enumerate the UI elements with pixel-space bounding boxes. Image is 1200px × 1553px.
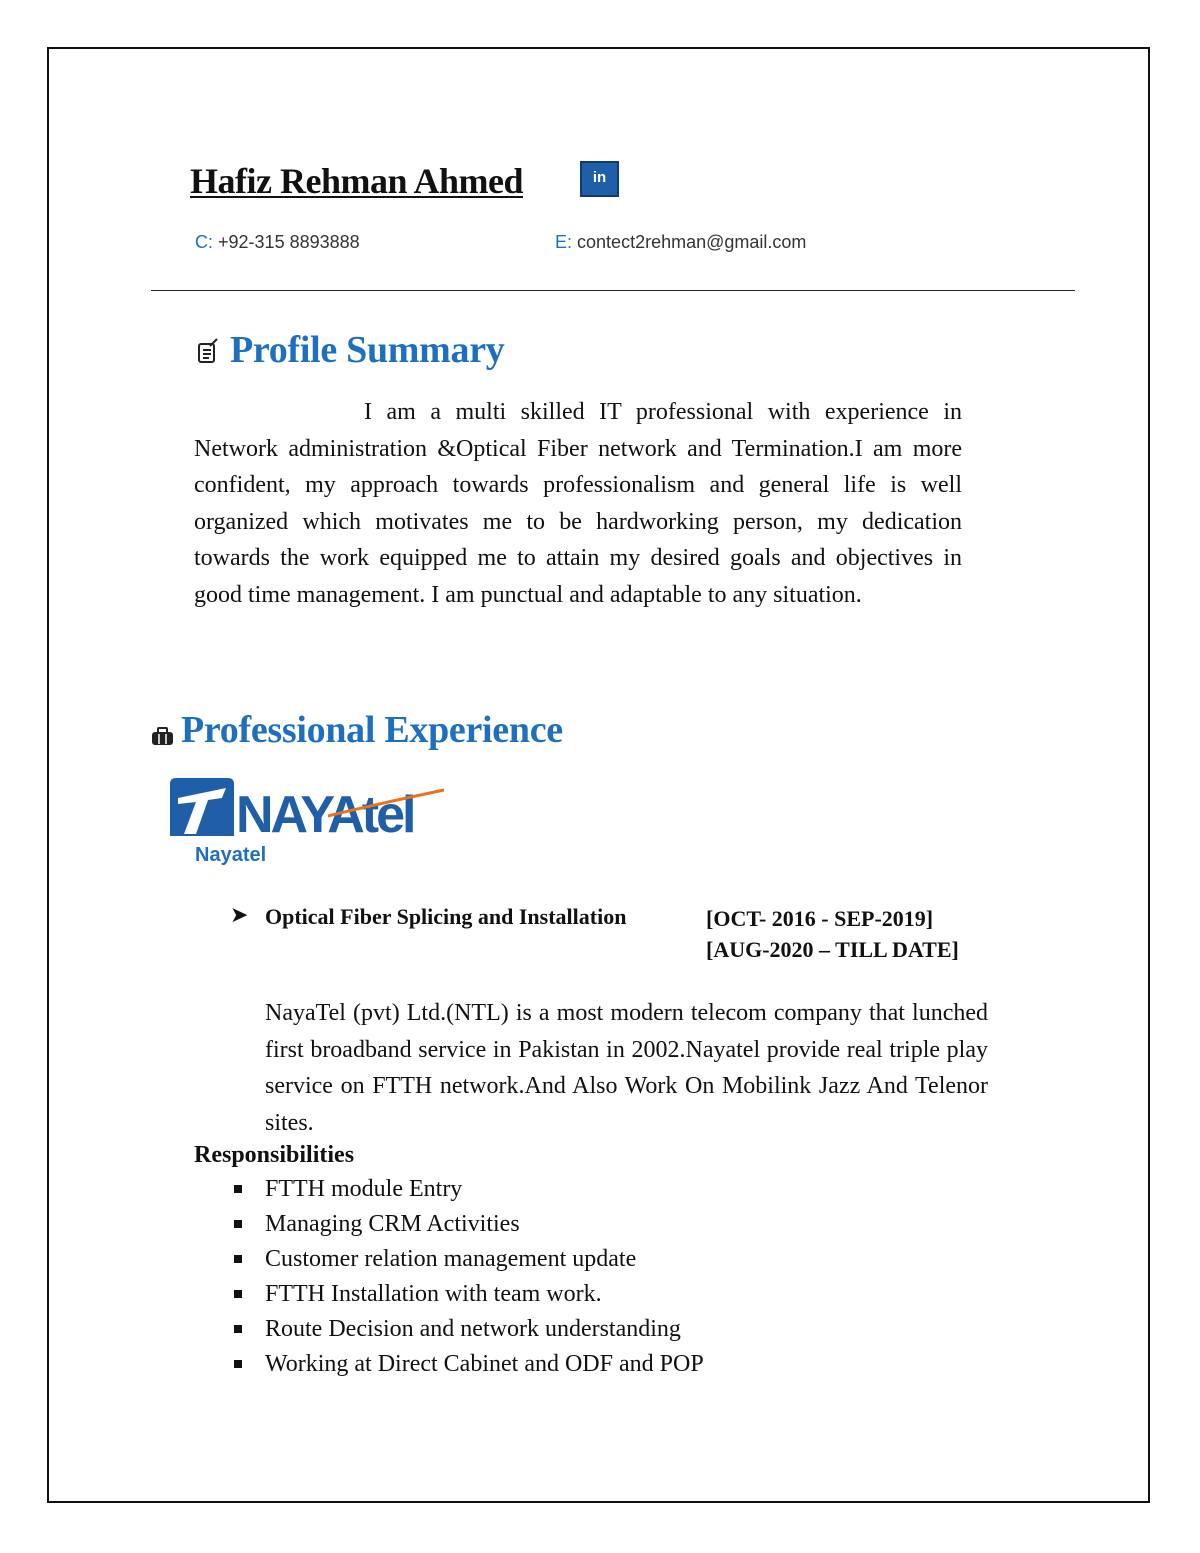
logo-wordmark: NAYAtel [236, 786, 414, 838]
contact-phone [195, 232, 360, 253]
job-date-1: [OCT- 2016 - SEP-2019] [706, 906, 934, 931]
square-bullet-icon [234, 1360, 242, 1368]
list-item-text: Customer relation management update [265, 1246, 637, 1272]
square-bullet-icon [234, 1185, 242, 1193]
email-value[interactable]: contect2rehman@gmail.com [577, 232, 807, 252]
square-bullet-icon [234, 1220, 242, 1228]
list-item-text: Managing CRM Activities [265, 1211, 520, 1237]
square-bullet-icon [234, 1290, 242, 1298]
linkedin-icon[interactable]: in [580, 161, 619, 197]
briefcase-icon [151, 726, 174, 746]
arrow-bullet-icon: ➤ [230, 903, 249, 928]
list-item-text: FTTH module Entry [265, 1176, 463, 1202]
job-title: Optical Fiber Splicing and Installation [265, 904, 627, 929]
profile-summary-title: Profile Summary [230, 329, 505, 371]
phone-value: +92-315 8893888 [218, 232, 360, 252]
email-label: E: [555, 232, 573, 252]
header-divider [151, 290, 1075, 291]
company-description: NayaTel (pvt) Ltd.(NTL) is a most modern telecom company that lunched first broadband service in Pakistan in 2002.Nayatel provide real triple play service on FTTH network.And Also Work On Mobilink Jazz And Telenor sites. [265, 1000, 988, 1136]
professional-experience-title: Professional Experience [181, 709, 563, 751]
list-item-text: Working at Direct Cabinet and ODF and POP [265, 1351, 704, 1377]
list-item-text: FTTH Installation with team work. [265, 1281, 602, 1307]
list-item-text: Route Decision and network understanding [265, 1316, 681, 1342]
job-date-2: [AUG-2020 – TILL DATE] [706, 937, 959, 962]
square-bullet-icon [234, 1325, 242, 1333]
note-icon [197, 338, 219, 364]
profile-summary-text: I am a multi skilled IT professional with experience in Network administration &Optical Fiber network and Termination.I am more confident, my approach towards professionalism and general life is well organized which motivates me to be hardworking person, my dedication towards the work equipped me to attain my desired goals and objectives in good time management. I am punctual and adaptable to any situation. [194, 399, 962, 608]
phone-label: C: [195, 232, 213, 252]
candidate-name: Hafiz Rehman Ahmed [190, 161, 523, 201]
contact-email [555, 232, 806, 253]
company-name: Nayatel [195, 844, 267, 866]
responsibilities-heading: Responsibilities [194, 1142, 355, 1168]
square-bullet-icon [234, 1255, 242, 1263]
nayatel-logo [168, 776, 448, 838]
